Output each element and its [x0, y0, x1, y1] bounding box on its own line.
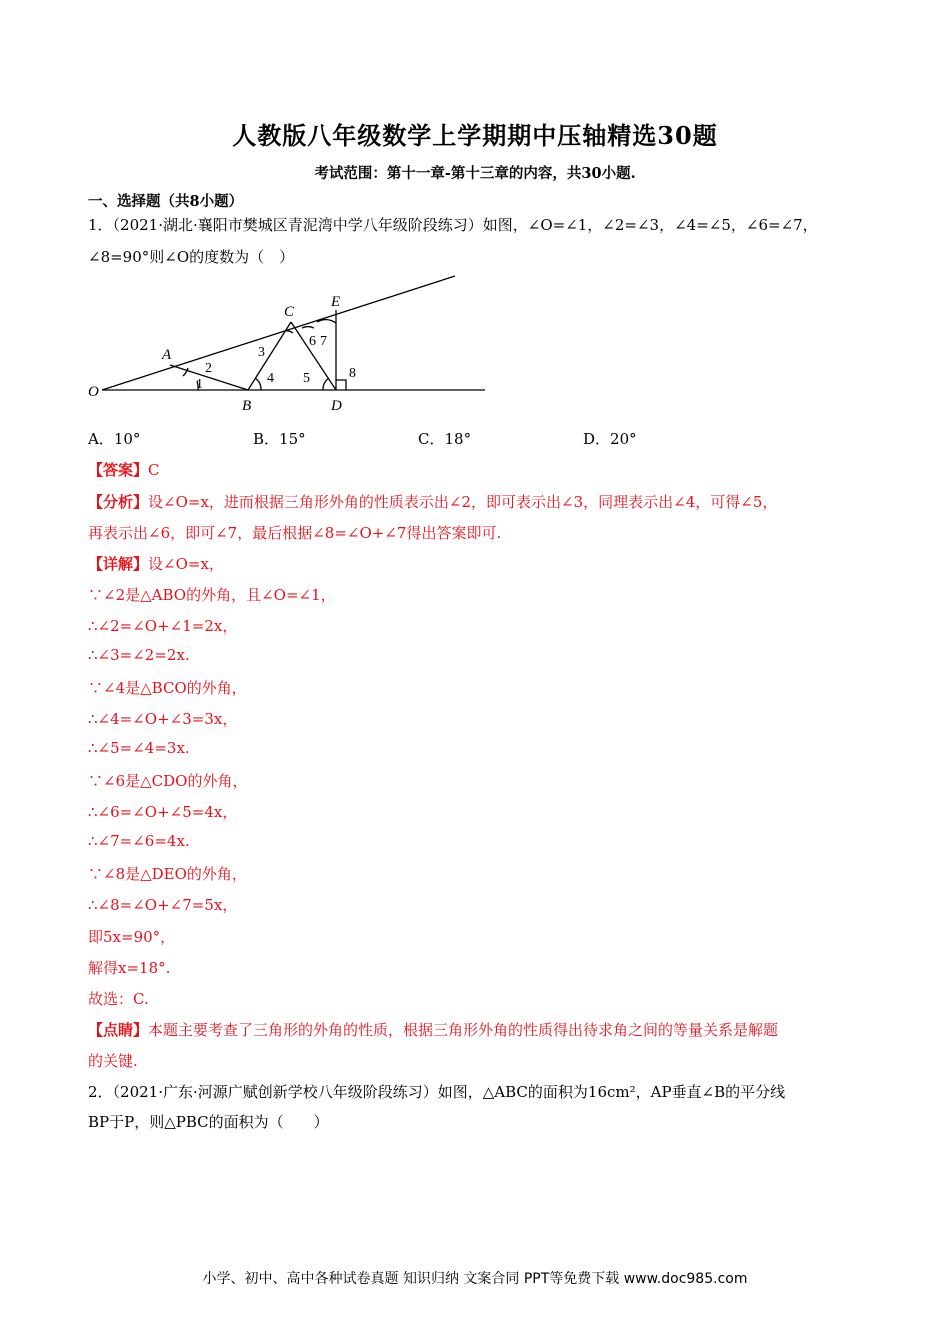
page-footer: 小学、初中、高中各种试卷真题 知识归纳 文案合同 PPT等免费下载 www.doc985.com [202, 1271, 748, 1287]
fig-angle-5: 5 [303, 371, 310, 386]
q1-answer [88, 459, 160, 480]
fig-angle-8: 8 [349, 366, 356, 381]
detail-step-5: ∴∠4=∠O+∠3=3x， [88, 710, 238, 728]
fig-angle-2: 2 [205, 361, 212, 376]
detail-step-1: ∵∠2是△ABO的外角，且∠O=∠1， [88, 586, 336, 604]
q1-comment-line1 [88, 1019, 778, 1040]
answer-tag: 【答案】 [88, 461, 149, 479]
fig-angle-7: 7 [320, 334, 327, 349]
comment-text-1: 本题主要考查了三角形的外角的性质，根据三角形外角的性质得出待求角之间的等量关系是解题 [148, 1021, 779, 1039]
fig-label-E: E [331, 294, 341, 310]
fig-label-A: A [162, 347, 172, 363]
detail-step-4: ∵∠4是△BCO的外角， [88, 679, 247, 697]
fig-angle-6: 6 [309, 334, 316, 349]
page-subtitle: 考试范围：第十一章-第十三章的内容，共30小题. [314, 165, 636, 182]
q1-stem-line1: 1．（2021·湖北·襄阳市樊城区青泥湾中学八年级阶段练习）如图，∠O=∠1，∠2=∠3，∠4=∠5，∠6=∠7， [88, 216, 818, 234]
fig-angle-1: 1 [196, 377, 203, 392]
q1-figure [80, 268, 500, 418]
page-title: 人教版八年级数学上学期期中压轴精选30题 [232, 121, 718, 150]
fig-angle-4: 4 [267, 371, 274, 386]
fig-label-D: D [331, 398, 342, 414]
fig-angle-3: 3 [258, 345, 265, 360]
detail-step-12: 即5x=90°， [88, 928, 176, 946]
q1-option-b: B．15° [253, 430, 306, 448]
detail-step-11: ∴∠8=∠O+∠7=5x， [88, 896, 238, 914]
q2-stem-line2: BP于P，则△PBC的面积为（ ） [88, 1113, 329, 1131]
detail-tag: 【详解】 [88, 555, 149, 573]
comment-tag: 【点睛】 [88, 1021, 149, 1039]
detail-step-6: ∴∠5=∠4=3x. [88, 739, 190, 757]
q1-option-c: C．18° [418, 430, 472, 448]
analysis-text-1: 设∠O=x，进而根据三角形外角的性质表示出∠2，即可表示出∠3，同理表示出∠4，可得∠5， [148, 493, 778, 511]
q1-option-a: A．10° [88, 430, 141, 448]
detail-step-10: ∵∠8是△DEO的外角， [88, 865, 247, 883]
fig-label-O: O [88, 384, 99, 400]
detail-step-2: ∴∠2=∠O+∠1=2x， [88, 617, 238, 635]
detail-step-8: ∴∠6=∠O+∠5=4x， [88, 803, 238, 821]
q1-comment-line2: 的关键. [88, 1052, 138, 1070]
q1-stem-line2: ∠8=90°则∠O的度数为（ ） [88, 248, 295, 266]
detail-step-0: 设∠O=x， [148, 555, 224, 573]
detail-step-9: ∴∠7=∠6=4x. [88, 832, 190, 850]
q1-analysis-line1 [88, 491, 777, 512]
detail-step-14: 故选：C. [88, 990, 149, 1008]
q2-stem-line1: 2．（2021·广东·河源广赋创新学校八年级阶段练习）如图，△ABC的面积为16cm²，AP垂直∠B的平分线 [88, 1083, 786, 1101]
q1-analysis-line2: 再表示出∠6，即可∠7，最后根据∠8=∠O+∠7得出答案即可. [88, 524, 502, 542]
q1-detail-line [88, 553, 224, 574]
section-heading: 一、选择题（共8小题） [88, 193, 244, 210]
detail-step-7: ∵∠6是△CDO的外角， [88, 772, 248, 790]
answer-value: C [148, 461, 160, 479]
fig-label-B: B [242, 398, 252, 414]
analysis-tag: 【分析】 [88, 493, 149, 511]
fig-label-C: C [284, 304, 295, 320]
detail-step-13: 解得x=18°. [88, 959, 171, 977]
q1-option-d: D．20° [583, 430, 637, 448]
detail-step-3: ∴∠3=∠2=2x. [88, 646, 190, 664]
